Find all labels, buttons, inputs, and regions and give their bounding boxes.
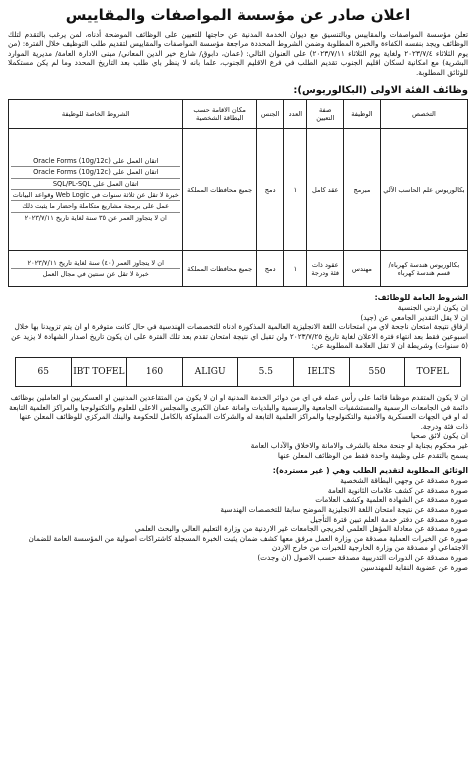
document-item: صورة عن عضوية النقابة للمهندسين	[360, 562, 468, 572]
cell-job: مبرمج	[344, 129, 381, 251]
score-cell: IBT TOFEL	[71, 358, 127, 387]
document-item: صورة مصدقة عن كشف علامات الثانوية العامة	[327, 485, 468, 495]
section-heading: وظائف الفئة الاولى (البكالوريوس):	[293, 85, 468, 97]
general-item: ان لا يكون المتقدم موظفا قائما على رأس عمله في اي من دوائر الخدمة المدنية او ان لا يكون من المتقاعدين المدنيين او العسكريين او العاملين بوظائف دائمة في الجامعات الرسمية والمستشفيات الجامعية والرسمية والبلديات وامانة عمان الكبرى والمجلس الاعلى للعلوم والتكنولوجيا والمراكز العلمية التابعة له او في الجهات العسكرية والامنية والتكنولوجيا والمراكز العلمية التابعة له والشركات المملوكة بالكامل للحكومة والبنك المركزي للوظائف المعلن عنها ذات فئة ودرجة.	[9, 393, 468, 431]
condition-item: اتقان العمل على (Oracle Forms (10g/12c	[11, 167, 180, 178]
score-cell: IELTS	[294, 358, 350, 387]
condition-item: خبرة لا تقل عن سنتين في مجال العمل	[42, 270, 149, 279]
cell-gender: دمج	[256, 129, 284, 251]
cell-conditions	[9, 129, 183, 251]
jobs-table-header	[9, 100, 468, 129]
score-cell: 160	[127, 358, 183, 387]
header-cell: صفة التعيين	[307, 100, 344, 129]
score-cell: ALIGU	[182, 358, 238, 387]
cell-residence: جميع محافظات المملكة	[183, 129, 256, 251]
cell-residence: جميع محافظات المملكة	[183, 251, 256, 287]
cell-spec: بكالوريوس علم الحاسب الآلي	[380, 129, 467, 251]
general-conditions-heading: الشروط العامة للوظائف:	[374, 293, 468, 303]
condition-item: عمل على برمجة مشاريع متكاملة واحضار ما يثبت ذلك	[11, 201, 180, 212]
header-cell: العدد	[284, 100, 307, 129]
score-cell: 550	[349, 358, 405, 387]
score-cell: 5.5	[238, 358, 294, 387]
cell-conditions	[9, 251, 183, 287]
intro-paragraph: تعلن مؤسسة المواصفات والمقاييس وبالتنسيق مع ديوان الخدمة المدنية عن حاجتها للتعيين على الوظائف الموضحة أدناه، لمن يرغب بالتقدم لتلك الوظائف ويجد بنفسه الكفاءة والخبرة المطلوبة وضمن الشروط المحددة مراجعة مؤسسة المواصفات والمقاييس لتقديم طلب التوظيف خلال الفترة: (من يوم الثلاثاء ٢٠٢٣/٧/٤ ولغاية يوم الثلاثاء ٢٠٢٣/٧/١١) على العنوان التالي: (عمان، دابوق/ شارع خير الدين المعاني/ مبنى الادارة العامة/ مديرية الموارد البشرية) مع امكانية لسكان اقليم الجنوب تقديم الطلب في فرع الاقليم الجنوب، علما بانه لا ينظر باي طلب بعد التاريخ المحدد وما لم يكن مستكملا للوثائق المطلوبة.	[8, 30, 469, 77]
document-item: صورة مصدقة عن دفتر خدمة العلم تبين فترة التأجيل	[310, 514, 468, 524]
header-cell: التخصص	[380, 100, 467, 129]
cell-count: ١	[284, 251, 307, 287]
general-item: ارفاق نتيجة امتحان ناجحة لاي من امتحانات اللغة الانجليزية العالمية المذكورة ادناه للتخصصات الهندسية في حال كانت متوفرة او ان يتم تزويدنا بها خلال اسبوعين فقط بعد انتهاء فترة الاعلان لغاية تاريخ ٢٠٢٣/٧/٢٥ ولن تقبل اي نتيجة امتحان تقدم بعد تلك الفترة على ان يكون تاريخ اصدار الشهادة لا يزيد عن (٥ سنوات) وشريطة ان لا تقل العلامة المطلوبة عن:	[11, 322, 468, 351]
table-row	[9, 251, 468, 287]
condition-item: اتقان العمل على (Oracle Forms (10g/12c	[11, 156, 180, 167]
condition-item: ان لا يتجاوز العمر (٤٠) سنة لغاية تاريخ ٢٠٢٣/٧/١١	[11, 258, 180, 269]
document-item: صورة مصدقة عن معادلة المؤهل العلمي لخريجي الجامعات غير الاردنية من وزارة التعليم العالي والبحث العلمي	[134, 524, 468, 534]
header-cell: الشروط الخاصة للوظيفة	[9, 100, 183, 129]
jobs-table	[8, 99, 468, 287]
document-item: صورة مصدقة عن وجهي البطاقة الشخصية	[340, 476, 468, 486]
general-item: يسمح بالتقدم على وظيفة واحدة فقط من الوظائف المعلن عنها	[277, 450, 468, 460]
documents-heading: الوثائق المطلوبة لتقديم الطلب وهي ( غير مستردة):	[272, 466, 468, 476]
cell-job: مهندس	[344, 251, 381, 287]
general-item: ان يكون اردني الجنسية	[397, 303, 468, 313]
page-title: اعلان صادر عن مؤسسة المواصفات والمقاييس	[65, 6, 411, 24]
condition-item: خبرة لا تقل عن ثلاثة سنوات في Web Logic وقواعد البيانات	[11, 190, 180, 201]
score-cell: TOFEL	[405, 358, 461, 387]
cell-type: عقد كامل	[307, 129, 344, 251]
condition-item: ان لا يتجاوز العمر عن ٣٥ سنة لغاية تاريخ ٢٠٢٣/٧/١١	[24, 213, 167, 222]
general-item: ان لا يقل التقدير الجامعي عن (جيد)	[360, 312, 468, 322]
document-item: صورة عن الخبرات العملية مصدقة من وزارة العمل مرفق معها كشف ضمان يثبت الخبرة المسجلة كاشتراكات اصولية من المؤسسة العامة للضمان الاجتماعي او مصدقة من وزارة الخارجية للخبرات من خارج الاردن	[28, 533, 468, 553]
document-item: صورة مصدقة عن نتيجة امتحان اللغة الانجليزية الموضح سابقا للتخصصات الهندسية	[220, 504, 468, 514]
cell-spec: بكالوريوس هندسة كهرباء/ قسم هندسة كهرباء	[380, 251, 467, 287]
cell-gender: دمج	[256, 251, 284, 287]
header-cell: الوظيفة	[344, 100, 381, 129]
header-cell: الجنس	[256, 100, 284, 129]
cell-type: عقود ذات فئة ودرجة	[307, 251, 344, 287]
header-cell: مكان الاقامة حسب البطاقة الشخصية	[183, 100, 256, 129]
table-row	[9, 129, 468, 251]
document-item: صورة مصدقة عن الدورات التدريبية مصدقة حسب الاصول (ان وجدت)	[257, 552, 468, 562]
condition-item: اتقان العمل على SQL/PL-SQL	[11, 179, 180, 190]
general-item: غير محكوم بجناية او جنحة مخلة بالشرف والامانة والاخلاق والآداب العامة	[250, 440, 468, 450]
document-item: صورة مصدقة عن الشهادة العلمية وكشف العلامات	[315, 495, 468, 505]
scores-row	[15, 358, 460, 387]
score-cell: 65	[15, 358, 71, 387]
language-scores-table	[15, 357, 461, 387]
cell-count: ١	[284, 129, 307, 251]
general-item: ان يكون لائق صحيا	[410, 431, 468, 441]
